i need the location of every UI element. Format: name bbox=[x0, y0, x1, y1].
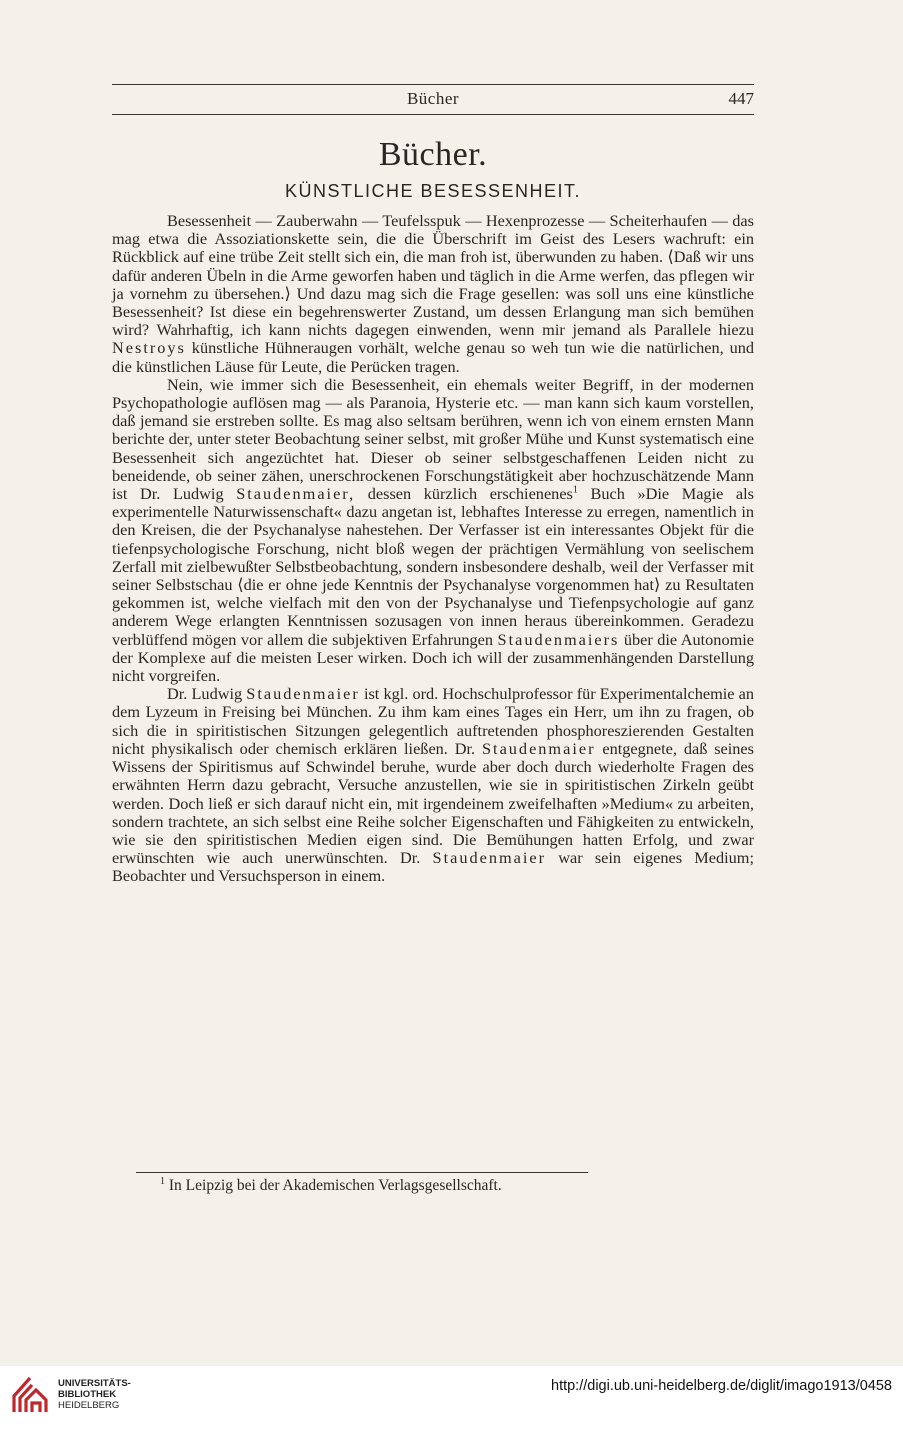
paragraph-1-text-a: Besessenheit — Zauberwahn — Teufelsspuk — Hexenprozesse — Scheiterhaufen — das mag etwa die Assoziationskette sein, die die Überschrift im Geist des Lesers wachruft: ein Rückblick auf eine trübe Zeit stellt sich ein, die man froh ist, überwunden zu haben. ⟨Daß wir uns dafür anderen Übeln in die Arme geworfen haben und täglich in die Arme werfen, das pflegen wir ja vornehm zu übersehen.⟩ Und dazu mag sich die Frage gesellen: was soll uns eine künstliche Besessenheit? Ist diese ein begehrenswerter Zustand, um dessen Erlangung man sich bemühen wird? Wahrhaftig, ich kann nichts dagegen einwenden, wenn mir jemand als Parallele hiezu bbox=[112, 211, 754, 340]
name-staudenmaiers: Staudenmaiers bbox=[497, 629, 620, 649]
library-name-line-2: BIBLIOTHEK bbox=[58, 1389, 117, 1400]
footnote-marker: 1 bbox=[160, 1175, 165, 1187]
paragraph-1 bbox=[112, 212, 754, 376]
paragraph-3-text-c: entgegnete, daß seines Wissens der Spiritismus auf Schwindel beruhe, wurde aber doch durch wiederholte Fragen des erwähnten Herrn dazu gebracht, Versuche anzustellen, wie sie in spiritistischen Zirkeln geübt werden. Doch ließ er sich darauf nicht ein, mit irgendeinem zweifelhaften »Medium« zu arbeiten, sondern trachtete, an sich selbst eine Reihe solcher Eigenschaften und Fähigkeiten zu entwickeln, wie sie den spiritistischen Medien eigen sind. Die Bemühungen hatten Erfolg, und zwar erwünschten wie auch unerwünschten. Dr. bbox=[112, 738, 754, 868]
paragraph-2-text-c: Buch »Die Magie als experimentelle Naturwissenschaft« dazu angetan ist, lebhaftes Interesse zu erregen, namentlich in den Kreisen, die der Psychanalyse nahestehen. Der Verfasser ist ein interessantes Objekt für die tiefenpsychologische Forschung, nicht bloß wegen der prächtigen Vermählung von seelischem Zerfall mit zielbewußter Selbstbeobachtung, sondern insbesondere deshalb, weil der Verfasser mit seiner Selbstschau ⟨die er ohne jede Kenntnis der Psychanalyse vorgenommen hat⟩ zu Resultaten gekommen ist, welche vielfach mit den von der Psychanalyse und Tiefenpsychologie auf ganz anderem Wege erlangten Kenntnissen sozusagen von innen heraus übereinkommen. Geradezu verblüffend mögen vor allem die subjektiven Erfahrungen bbox=[112, 484, 755, 649]
article-body bbox=[112, 212, 754, 886]
footnote-rule bbox=[136, 1172, 588, 1173]
header-rule-bottom bbox=[112, 114, 754, 115]
page-number: 447 bbox=[728, 89, 754, 108]
running-title: Bücher bbox=[406, 89, 460, 108]
paragraph-2-text-d: über die Autonomie der Komplexe auf die meisten Leser wirken. Doch ich will der zusammenhängenden Darstellung nicht vorgreifen. bbox=[112, 629, 754, 686]
library-name-line-3: HEIDELBERG bbox=[58, 1400, 120, 1411]
header-rule-top bbox=[112, 84, 754, 85]
footnote-reference: 1 bbox=[572, 484, 578, 496]
paragraph-2-text-a: Nein, wie immer sich die Besessenheit, ein ehemals weiter Begriff, in der modernen Psychopathologie auflösen mag — als Paranoia, Hysterie etc. — man kann sich kaum vorstellen, daß jemand sie erstreben sollte. Es mag also seltsam berühren, wenn ich von einem ernsten Mann berichte der, unter steter Beobachtung seiner selbst, mit großer Mühe und Kunst systematisch eine Besessenheit sich angezüchtet hat. Dieser ob seiner selbstgeschaffenen Leiden nicht zu beneidende, ob seiner zähen, unerschrockenen Forschungstätigkeit aber hochzuschätzende Mann ist Dr. Ludwig bbox=[112, 374, 754, 504]
library-name-line-1: UNIVERSITÄTS- bbox=[58, 1378, 131, 1389]
name-staudenmaier: Staudenmaier, bbox=[236, 484, 356, 504]
name-staudenmaier-2: Staudenmaier bbox=[481, 738, 596, 758]
paragraph-3-text-d: war sein eigenes Medium; Beobachter und Versuchsperson in einem. bbox=[112, 848, 754, 886]
paragraph-2 bbox=[112, 376, 754, 685]
name-staudenmaier-1: Staudenmaier bbox=[246, 684, 360, 704]
paragraph-3-text-a: Dr. Ludwig bbox=[167, 684, 243, 704]
paragraph-2-text-b: dessen kürzlich erschienenes bbox=[367, 484, 573, 504]
running-header bbox=[112, 84, 754, 116]
paragraph-3-text-b: ist kgl. ord. Hochschulprofessor für Experimentalchemie an dem Lyzeum in Freising bei München. Zu ihm kam eines Tages ein Herr, um ihn zu fragen, ob sich die in spiritistischen Sitzungen gelegentlich auftretenden phosphoreszierenden Gestalten nicht physikalisch oder chemisch erklären ließen. Dr. bbox=[112, 684, 755, 758]
library-name bbox=[58, 1378, 131, 1411]
article-subtitle: KÜNSTLICHE BESESSENHEIT. bbox=[284, 181, 582, 201]
source-url[interactable]: http://digi.ub.uni-heidelberg.de/diglit/imago1913/0458 bbox=[551, 1378, 892, 1394]
footnote bbox=[160, 1177, 760, 1195]
section-title: Bücher. bbox=[378, 136, 488, 173]
name-staudenmaier-3: Staudenmaier bbox=[432, 848, 547, 868]
name-nestroy: Nestroys bbox=[112, 338, 186, 358]
paragraph-1-text-b: künstliche Hühneraugen vorhält, welche genau so weh tun wie die natürlichen, und die künstlichen Läuse für Leute, die Perücken tragen. bbox=[112, 338, 754, 376]
ub-heidelberg-logo-icon bbox=[10, 1372, 50, 1414]
paragraph-3 bbox=[112, 685, 754, 885]
digitization-footer bbox=[0, 1366, 903, 1431]
footnote-text: In Leipzig bei der Akademischen Verlagsgesellschaft. bbox=[168, 1177, 502, 1194]
